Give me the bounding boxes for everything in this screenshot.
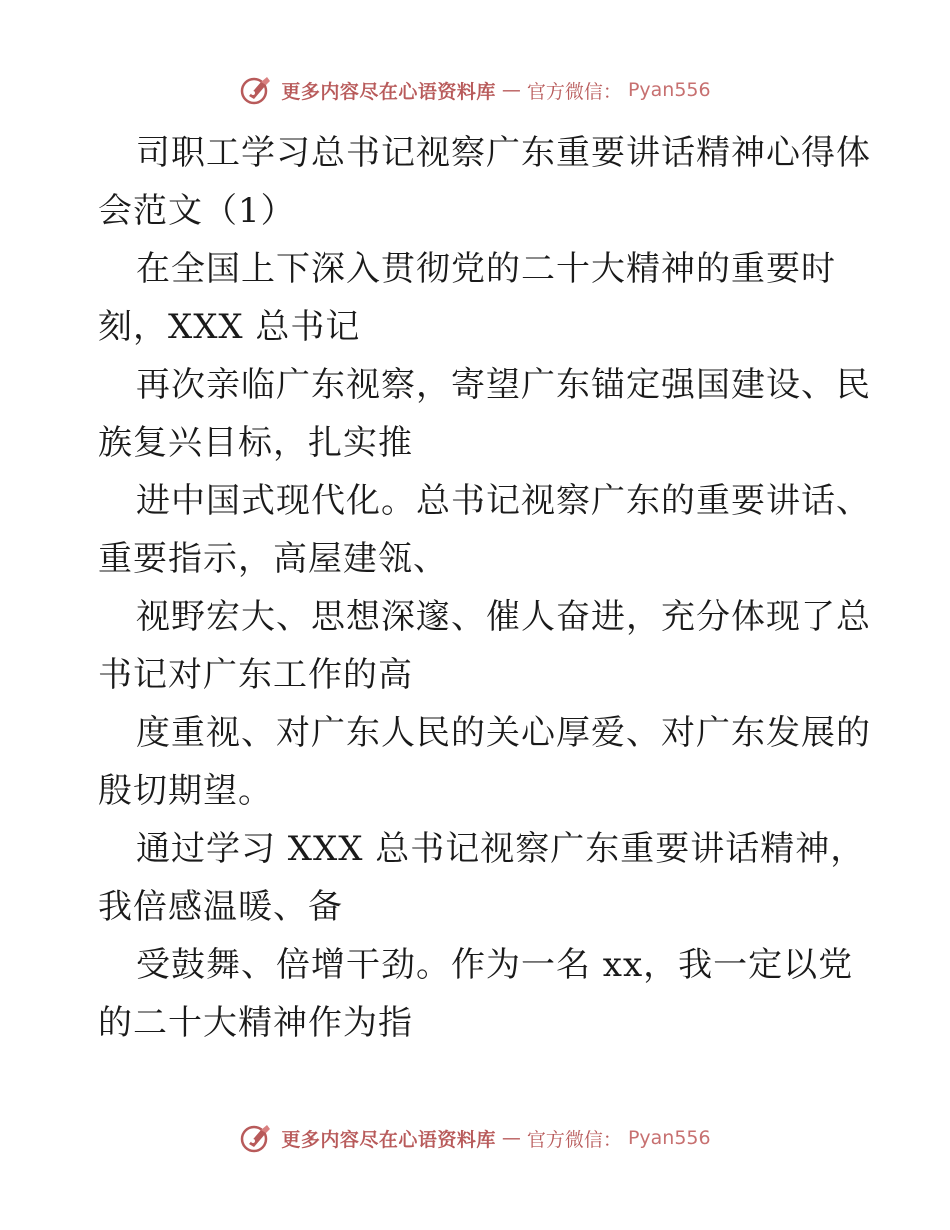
text-line: 再次亲临广东视察，寄望广东锚定强国建设、民	[136, 365, 871, 405]
header-brand: 更多内容尽在心语资料库	[281, 80, 496, 103]
footer-brand: 更多内容尽在心语资料库	[281, 1128, 496, 1151]
text-line: 刻，XXX 总书记	[98, 307, 361, 347]
text-line: 我倍感温暖、备	[98, 887, 343, 927]
pen-nib-logo-icon	[239, 74, 275, 106]
text-line: 进中国式现代化。总书记视察广东的重要讲话、	[136, 481, 871, 521]
footer-wechat-label: 官方微信：	[526, 1128, 622, 1151]
footer-separator: —	[501, 1127, 521, 1149]
text-line: 受鼓舞、倍增干劲。作为一名 xx，我一定以党	[136, 945, 854, 985]
text-line: 重要指示，高屋建瓴、	[98, 539, 448, 579]
header-banner	[0, 74, 950, 106]
text-line: 在全国上下深入贯彻党的二十大精神的重要时	[136, 249, 836, 289]
header-separator: —	[501, 79, 521, 101]
text-line: 视野宏大、思想深邃、催人奋进，充分体现了总	[136, 597, 871, 637]
text-line: 会范文（1）	[98, 191, 296, 231]
header-wechat-label: 官方微信：	[526, 80, 622, 103]
text-line: 书记对广东工作的高	[98, 655, 413, 695]
header-wechat-id: Pyan556	[627, 79, 711, 101]
text-line: 司职工学习总书记视察广东重要讲话精神心得体	[136, 133, 871, 173]
text-line: 度重视、对广东人民的关心厚爱、对广东发展的	[136, 713, 871, 753]
text-line: 的二十大精神作为指	[98, 1003, 413, 1043]
text-line: 殷切期望。	[98, 771, 273, 811]
text-line: 通过学习 XXX 总书记视察广东重要讲话精神，	[136, 829, 866, 869]
document-body	[98, 124, 871, 1052]
footer-banner	[0, 1122, 950, 1154]
pen-nib-logo-icon	[239, 1122, 275, 1154]
footer-wechat-id: Pyan556	[627, 1127, 711, 1149]
text-line: 族复兴目标，扎实推	[98, 423, 413, 463]
